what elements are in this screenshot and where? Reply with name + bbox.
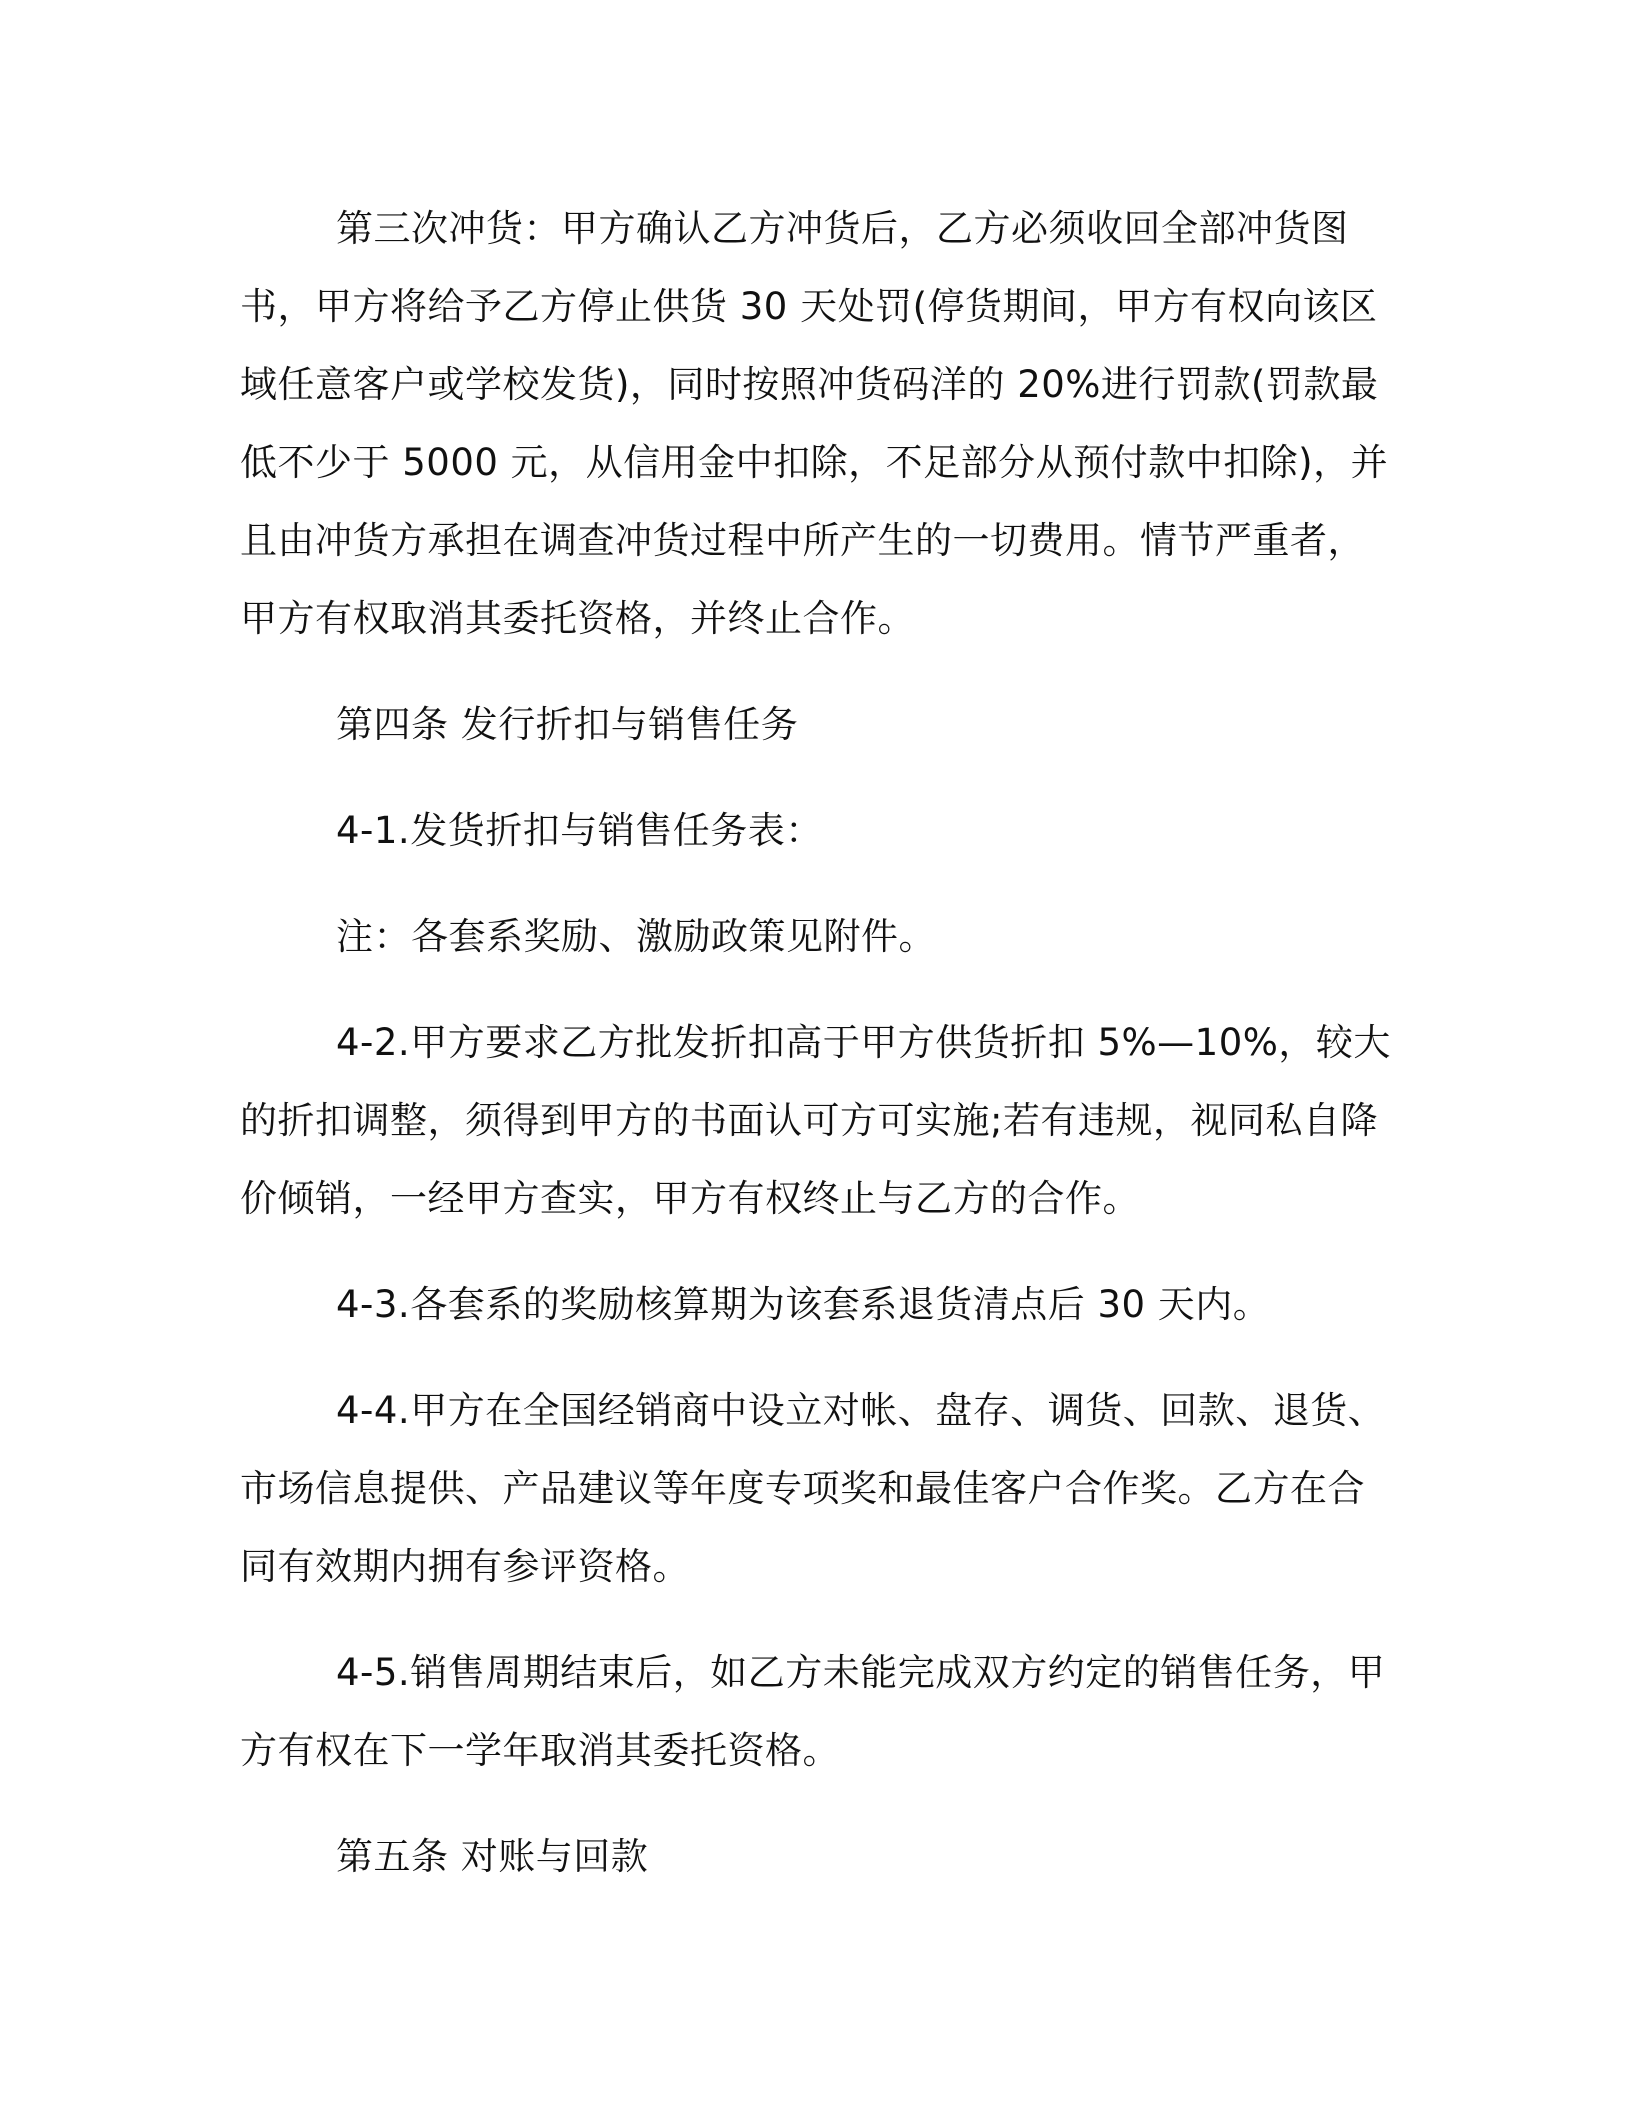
clause-4-1: 4-1.发货折扣与销售任务表： [336,809,823,852]
clause-4-3: 4-3.各套系的奖励核算期为该套系退货清点后 30 天内。 [336,1283,1271,1326]
clause-4-2: 4-2.甲方要求乙方批发折扣高于甲方供货折扣 5%—10%，较大的折扣调整，须得到甲方的书面认可方可实施;若有违规，视同私自降价倾销，一经甲方查实，甲方有权终止与乙方的合作。 [240,1021,1391,1220]
clause-4-5: 4-5.销售周期结束后，如乙方未能完成双方约定的销售任务，甲方有权在下一学年取消其委托资格。 [240,1651,1386,1772]
paragraph-third-violation: 第三次冲货：甲方确认乙方冲货后，乙方必须收回全部冲货图书，甲方将给予乙方停止供货 30 天处罚(停货期间，甲方有权向该区域任意客户或学校发货)，同时按照冲货码洋的 20%进行罚款(罚款最低不少于 5000 元，从信用金中扣除，不足部分从预付款中扣除)，并且由冲货方承担在调查冲货过程中所产生的一切费用。情节严重者，甲方有权取消其委托资格，并终止合作。 [240,207,1389,640]
clause-4-4: 4-4.甲方在全国经销商中设立对帐、盘存、调货、回款、退货、市场信息提供、产品建议等年度专项奖和最佳客户合作奖。乙方在合同有效期内拥有参评资格。 [240,1389,1386,1588]
document-body [240,190,1400,1924]
note-attachment: 注：各套系奖励、激励政策见附件。 [336,915,936,958]
section-heading-article-4: 第四条 发行折扣与销售任务 [336,703,799,746]
section-heading-article-5: 第五条 对账与回款 [336,1835,649,1878]
